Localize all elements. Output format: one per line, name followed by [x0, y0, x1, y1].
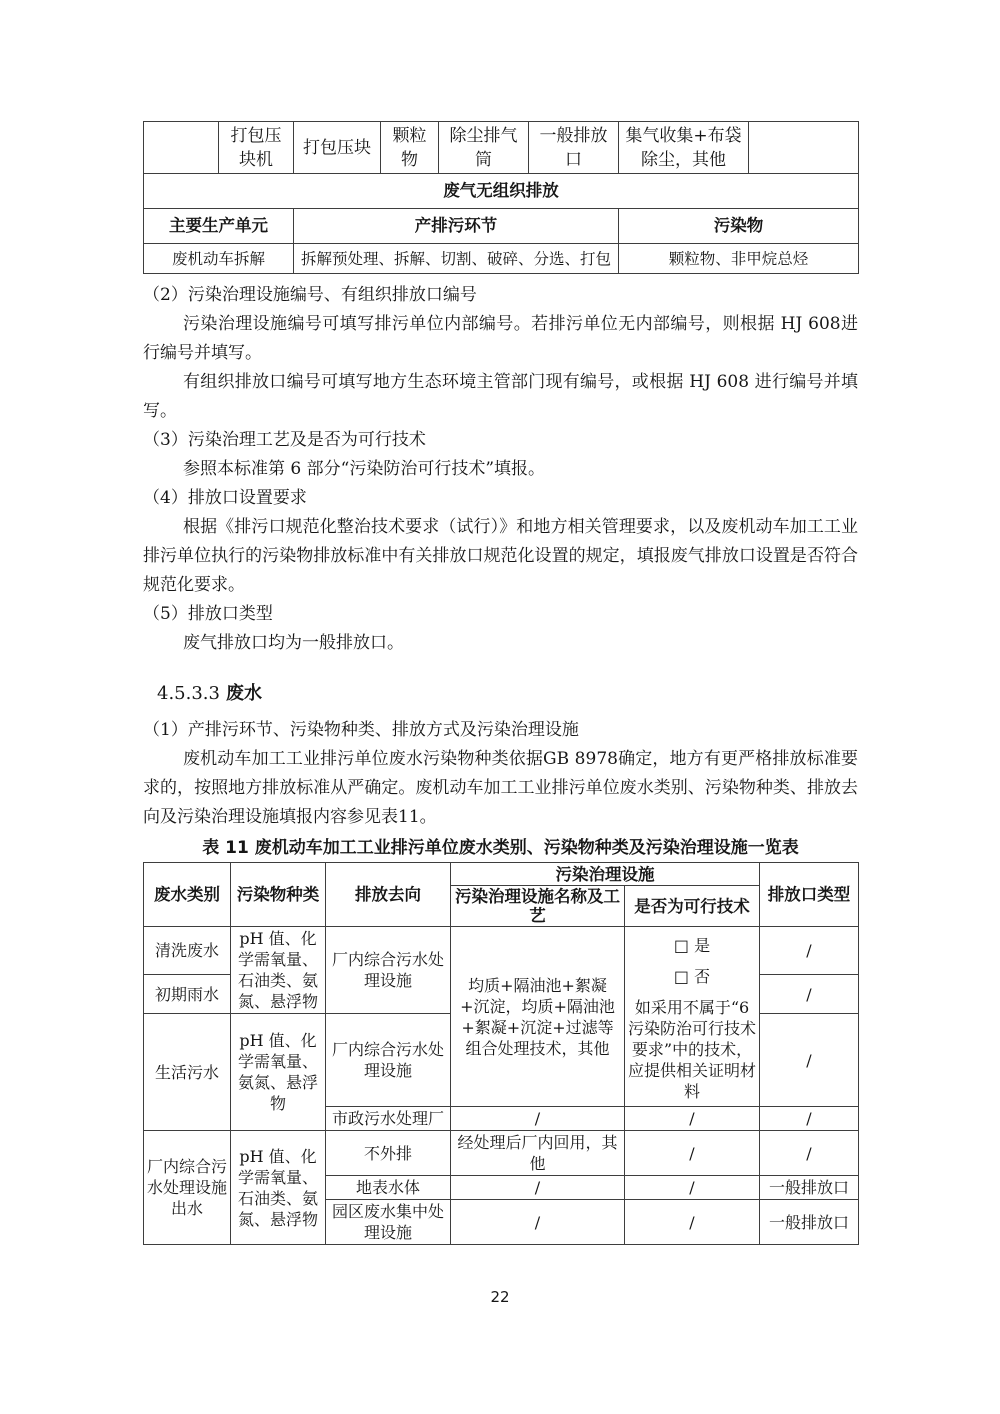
cell-blank-right: [749, 122, 859, 174]
item4-title: （4）排放口设置要求: [143, 488, 307, 508]
cell-outlet-slash-3: /: [760, 1014, 859, 1107]
section-label: 废水: [225, 683, 262, 704]
cell-outlet-general-2: 一般排放口: [760, 1200, 859, 1245]
cell-feasible-slash-3: /: [625, 1176, 760, 1200]
cell-tech-slash-1: /: [451, 1107, 625, 1131]
cell-outlet-slash-5: /: [760, 1131, 859, 1176]
cell-tech-combination: 均质+隔油池+絮凝+沉淀，均质+隔油池+絮凝+沉淀+过滤等组合处理技术，其他: [451, 927, 625, 1107]
item3-title: （3）污染治理工艺及是否为可行技术: [143, 430, 426, 450]
cell-dest-plant-2: 厂内综合污水处理设施: [326, 1014, 451, 1107]
section-number: 4.5.3.3: [157, 683, 220, 704]
header-pollutant-type: 污染物种类: [231, 863, 326, 927]
cell-feasible-slash-2: /: [625, 1131, 760, 1176]
checkbox-yes: □ 是: [673, 936, 711, 955]
wastewater-text: [143, 716, 858, 832]
cell-plant-effluent: 厂内综合污水处理设施出水: [144, 1131, 231, 1245]
cell-feasible-slash-1: /: [625, 1107, 760, 1131]
cell-dismantle-pollutant: 颗粒物、非甲烷总烃: [619, 244, 859, 274]
section-heading-4533: [143, 680, 858, 708]
cell-feasible-slash-4: /: [625, 1200, 760, 1245]
cell-dismantle-process: 拆解预处理、拆解、切割、破碎、分选、打包: [294, 244, 619, 274]
cell-general-outlet: 一般排放口: [529, 122, 619, 174]
cell-outlet-slash-1: /: [760, 927, 859, 975]
checkbox-no: □ 否: [673, 967, 711, 986]
cell-initial-rainwater: 初期雨水: [144, 975, 231, 1014]
item5-title: （5）排放口类型: [143, 604, 273, 624]
header-pollutant: 污染物: [619, 209, 859, 244]
cell-washing-wastewater: 清洗废水: [144, 927, 231, 975]
cell-pollutants-effluent: pH 值、化学需氧量、石油类、氨氮、悬浮物: [231, 1131, 326, 1245]
feasible-note: 如采用不属于“6污染防治可行技术要求”中的技术，应提供相关证明材料: [628, 998, 757, 1101]
header-discharge-dest: 排放去向: [326, 863, 451, 927]
cell-tech-slash-3: /: [451, 1200, 625, 1245]
header-waste-type: 废水类别: [144, 863, 231, 927]
cell-outlet-slash-2: /: [760, 975, 859, 1014]
item5-paragraph-1: 废气排放口均为一般排放口。: [183, 633, 404, 653]
cell-outlet-slash-4: /: [760, 1107, 859, 1131]
item1-title: （1）产排污环节、污染物种类、排放方式及污染治理设施: [143, 720, 579, 740]
cell-particulate: 颗粒物: [381, 122, 439, 174]
cell-baler-unit: 打包压块机: [219, 122, 294, 174]
cell-domestic-sewage: 生活污水: [144, 1014, 231, 1131]
table11-caption: 表 11 废机动车加工工业排污单位废水类别、污染物种类及污染治理设施一览表: [202, 838, 799, 858]
item1-paragraph-1: 废机动车加工工业排污单位废水污染物种类依据GB 8978确定，地方有更严格排放标准要求的，按照地方排放标准从严确定。废机动车加工工业排污单位废水类别、污染物种类、排放去向及污染治理设施填报内容参见表11。: [143, 749, 858, 827]
cell-dest-plant-1: 厂内综合污水处理设施: [326, 927, 451, 1014]
header-feasible-tech: 是否为可行技术: [625, 886, 760, 927]
header-pollution-process: 产排污环节: [294, 209, 619, 244]
cell-pollutants-oil: pH 值、化学需氧量、石油类、氨氮、悬浮物: [231, 927, 326, 1014]
header-production-unit: 主要生产单元: [144, 209, 294, 244]
item2-paragraph-2: 有组织排放口编号可填写地方生态环境主管部门现有编号，或根据 HJ 608 进行编号并填写。: [143, 372, 858, 421]
gas-emission-table: [143, 121, 859, 274]
cell-dest-municipal: 市政污水处理厂: [326, 1107, 451, 1131]
cell-pollutants-domestic: pH 值、化学需氧量、氨氮、悬浮物: [231, 1014, 326, 1131]
cell-dest-park-facility: 园区废水集中处理设施: [326, 1200, 451, 1245]
header-treatment-name: 污染治理设施名称及工艺: [451, 886, 625, 927]
page-number: 22: [490, 1288, 510, 1306]
text-section: [143, 281, 858, 658]
cell-outlet-general-1: 一般排放口: [760, 1176, 859, 1200]
cell-fugitive-emission-title: 废气无组织排放: [144, 174, 859, 209]
cell-tech-reuse: 经处理后厂内回用，其他: [451, 1131, 625, 1176]
item4-paragraph-1: 根据《排污口规范化整治技术要求（试行）》和地方相关管理要求，以及废机动车加工工业排污单位执行的污染物排放标准中有关排放口规范化设置的规定，填报废气排放口设置是否符合规范化要求。: [143, 517, 858, 595]
cell-dest-surface-water: 地表水体: [326, 1176, 451, 1200]
cell-dismantle-unit: 废机动车拆解: [144, 244, 294, 274]
cell-blank-left: [144, 122, 219, 174]
cell-feasible-options: [625, 927, 760, 1107]
item3-paragraph-1: 参照本标准第 6 部分“污染防治可行技术”填报。: [183, 459, 546, 479]
item2-title: （2）污染治理设施编号、有组织排放口编号: [143, 285, 477, 305]
cell-baling-process: 打包压块: [294, 122, 381, 174]
cell-dest-no-discharge: 不外排: [326, 1131, 451, 1176]
cell-bag-filter: 集气收集+布袋除尘，其他: [619, 122, 749, 174]
wastewater-table: [143, 862, 859, 1245]
cell-tech-slash-2: /: [451, 1176, 625, 1200]
header-treatment-group: 污染治理设施: [451, 863, 760, 886]
cell-dust-stack: 除尘排气筒: [439, 122, 529, 174]
header-outlet-type: 排放口类型: [760, 863, 859, 927]
item2-paragraph-1: 污染治理设施编号可填写排污单位内部编号。若排污单位无内部编号，则根据 HJ 608进行编号并填写。: [143, 314, 858, 363]
